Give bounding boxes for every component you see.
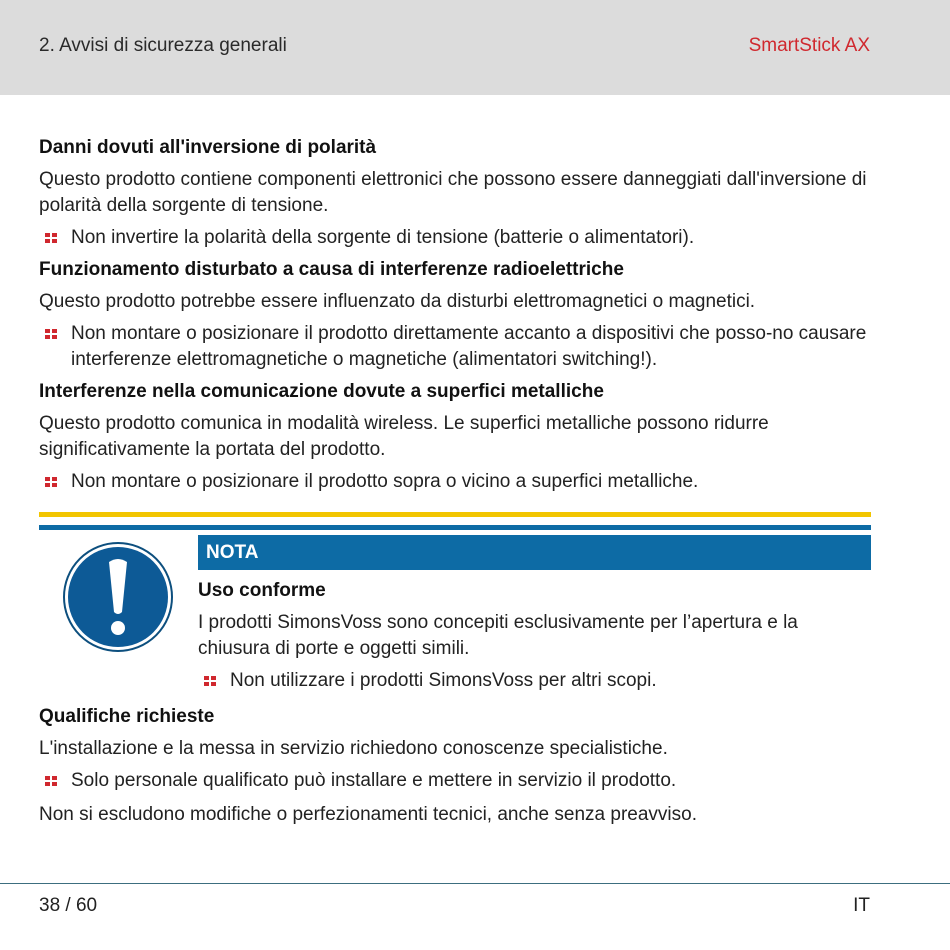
disclaimer-text: Non si escludono modifiche o perfezionamenti tecnici, anche senza preavviso. [39,804,697,825]
page-number: 38 / 60 [39,895,98,916]
product-name: SmartStick AX [748,35,870,56]
bullet-item [39,768,871,794]
warning-divider-yellow [39,512,871,517]
exclamation-circle-icon [63,542,173,652]
page-header [0,0,950,95]
language-code: IT [853,895,870,916]
section-heading: Danni dovuti all'inversione di polarità [39,137,377,158]
bullet-text: Non montare o posizionare il prodotto direttamente accanto a dispositivi che posso-no causare interferenze elettromagnetiche o magnetiche (alimentatori switching!). [71,323,867,370]
qualifications-section [39,704,871,834]
section-text: Questo prodotto potrebbe essere influenzato da disturbi elettromagnetici o magnetici. [39,291,756,312]
section-heading: Qualifiche richieste [39,706,215,727]
note-body [198,578,871,700]
bullet-item [198,668,871,694]
bullet-text: Non utilizzare i prodotti SimonsVoss per altri scopi. [230,670,657,691]
section-title: 2. Avvisi di sicurezza generali [39,35,287,56]
section-text: Questo prodotto contiene componenti elettronici che possono essere danneggiati dall'inversione di polarità della sorgente di tensione. [39,169,867,216]
section-text: L'installazione e la messa in servizio richiedono conoscenze specialistiche. [39,738,668,759]
bullet-icon [45,329,58,341]
bullet-icon [45,477,58,489]
note-label-bar: NOTA [198,535,871,570]
section-text: Questo prodotto comunica in modalità wireless. Le superfici metalliche possono ridurre significativamente la portata del prodotto. [39,413,769,460]
bullet-item [39,469,871,495]
bullet-text: Non montare o posizionare il prodotto sopra o vicino a superfici metalliche. [71,471,699,492]
bullet-icon [204,676,217,688]
note-text: I prodotti SimonsVoss sono concepiti esclusivamente per l’apertura e la chiusura di porte e oggetti simili. [198,612,798,659]
bullet-item [39,225,871,251]
safety-content [39,135,871,501]
warning-divider-blue [39,525,871,530]
bullet-text: Non invertire la polarità della sorgente di tensione (batterie o alimentatori). [71,227,695,248]
note-heading: Uso conforme [198,580,326,601]
section-heading: Funzionamento disturbato a causa di interferenze radioelettriche [39,259,624,280]
bullet-icon [45,776,58,788]
bullet-text: Solo personale qualificato può installare e mettere in servizio il prodotto. [71,770,677,791]
bullet-icon [45,233,58,245]
footer-divider [0,883,950,884]
bullet-item [39,321,871,373]
section-heading: Interferenze nella comunicazione dovute a superfici metalliche [39,381,604,402]
